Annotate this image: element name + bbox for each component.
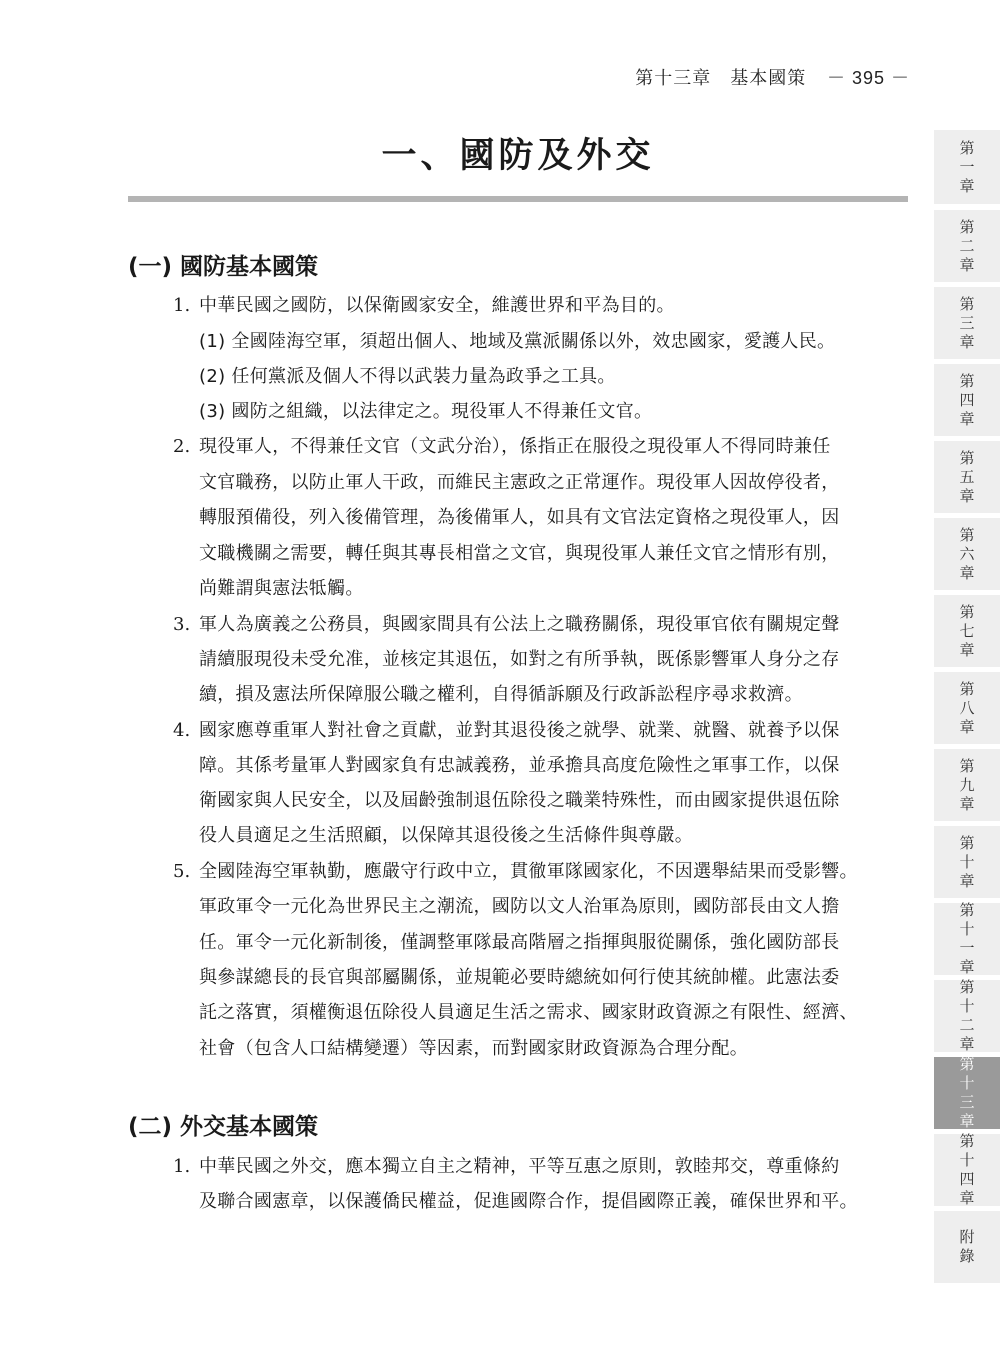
body-line: 轉服預備役，列入後備管理，為後備軍人，如具有文官法定資格之現役軍人，因 <box>199 507 840 528</box>
body-line: (2) 任何黨派及個人不得以武裝力量為政爭之工具。 <box>199 366 616 387</box>
tab-chapter-10[interactable]: 第十章 <box>934 826 1000 898</box>
body-line: 衛國家與人民安全，以及屆齡強制退伍除役之職業特殊性，而由國家提供退伍除 <box>199 790 840 811</box>
body-line: 續，損及憲法所保障服公職之權利，自得循訴願及行政訴訟程序尋求救濟。 <box>199 684 803 705</box>
tab-chapter-8[interactable]: 第八章 <box>934 672 1000 744</box>
body-line: 障。其係考量軍人對國家負有忠誠義務，並承擔具高度危險性之軍事工作，以保 <box>199 755 840 776</box>
item-number: 2. <box>173 436 191 457</box>
body-line: 中華民國之外交，應本獨立自主之精神，平等互惠之原則，敦睦邦交，尊重條約 <box>199 1156 840 1177</box>
section-heading-defense: (一) 國防基本國策 <box>128 254 319 280</box>
item-number: 4. <box>173 720 191 741</box>
body-line: 文職機關之需要，轉任與其專長相當之文官，與現役軍人兼任文官之情形有別， <box>199 543 840 564</box>
tab-chapter-3[interactable]: 第三章 <box>934 287 1000 359</box>
tab-chapter-1[interactable]: 第一章 <box>934 130 1000 204</box>
tab-chapter-13[interactable]: 第十三章 <box>934 1057 1000 1129</box>
body-line: 與參謀總長的長官與部屬關係，並規範必要時總統如何行使其統帥權。此憲法委 <box>199 967 840 988</box>
body-line: 尚難謂與憲法牴觸。 <box>199 578 364 599</box>
tab-chapter-11[interactable]: 第十一章 <box>934 903 1000 975</box>
tab-chapter-7[interactable]: 第七章 <box>934 595 1000 667</box>
tab-chapter-9[interactable]: 第九章 <box>934 749 1000 821</box>
body-line: 社會（包含人口結構變遷）等因素，而對國家財政資源為合理分配。 <box>199 1038 748 1059</box>
tab-chapter-4[interactable]: 第四章 <box>934 364 1000 436</box>
body-line: 軍政軍令一元化為世界民主之潮流，國防以文人治軍為原則，國防部長由文人擔 <box>199 896 840 917</box>
body-line: 請續服現役未受允准，並核定其退伍，如對之有所爭執，既係影響軍人身分之存 <box>199 649 840 670</box>
item-number: 1. <box>173 1156 191 1177</box>
body-line: 託之落實，須權衡退伍除役人員適足生活之需求、國家財政資源之有限性、經濟、 <box>199 1002 858 1023</box>
page-number: － 395 － <box>826 68 910 88</box>
item-number: 5. <box>173 861 191 882</box>
tab-appendix[interactable]: 附錄 <box>934 1211 1000 1283</box>
body-line: 中華民國之國防，以保衛國家安全，維護世界和平為目的。 <box>199 295 675 316</box>
body-line: 全國陸海空軍執勤，應嚴守行政中立，貫徹軍隊國家化，不因選舉結果而受影響。 <box>199 861 858 882</box>
body-line: 國家應尊重軍人對社會之貢獻，並對其退役後之就學、就業、就醫、就養予以保 <box>199 720 840 741</box>
tab-chapter-12[interactable]: 第十二章 <box>934 980 1000 1052</box>
tab-chapter-2[interactable]: 第二章 <box>934 210 1000 282</box>
body-line: 役人員適足之生活照顧，以保障其退役後之生活條件與尊嚴。 <box>199 825 694 846</box>
body-line: (1) 全國陸海空軍，須超出個人、地域及黨派關係以外，效忠國家，愛護人民。 <box>199 331 836 352</box>
chapter-label: 第十三章 基本國策 <box>635 68 807 89</box>
body-line: 任。軍令一元化新制後，僅調整軍隊最高階層之指揮與服從關係，強化國防部長 <box>199 932 840 953</box>
body-line: 現役軍人，不得兼任文官（文武分治），係指正在服役之現役軍人不得同時兼任 <box>199 436 831 457</box>
tab-chapter-6[interactable]: 第六章 <box>934 518 1000 590</box>
body-line: 文官職務，以防止軍人干政，而維民主憲政之正常運作。現役軍人因故停役者， <box>199 472 840 493</box>
body-line: 軍人為廣義之公務員，與國家間具有公法上之職務關係，現役軍官依有關規定聲 <box>199 614 840 635</box>
item-number: 1. <box>173 295 191 316</box>
body-line: 及聯合國憲章，以保護僑民權益，促進國際合作，提倡國際正義，確保世界和平。 <box>199 1191 858 1212</box>
tab-chapter-5[interactable]: 第五章 <box>934 441 1000 513</box>
page-title: 一、國防及外交 <box>381 136 655 176</box>
tab-chapter-14[interactable]: 第十四章 <box>934 1134 1000 1206</box>
item-number: 3. <box>173 614 191 635</box>
body-line: (3) 國防之組織，以法律定之。現役軍人不得兼任文官。 <box>199 401 653 422</box>
title-divider <box>128 196 908 202</box>
running-header <box>600 64 910 90</box>
section-heading-diplomacy: (二) 外交基本國策 <box>128 1114 319 1140</box>
